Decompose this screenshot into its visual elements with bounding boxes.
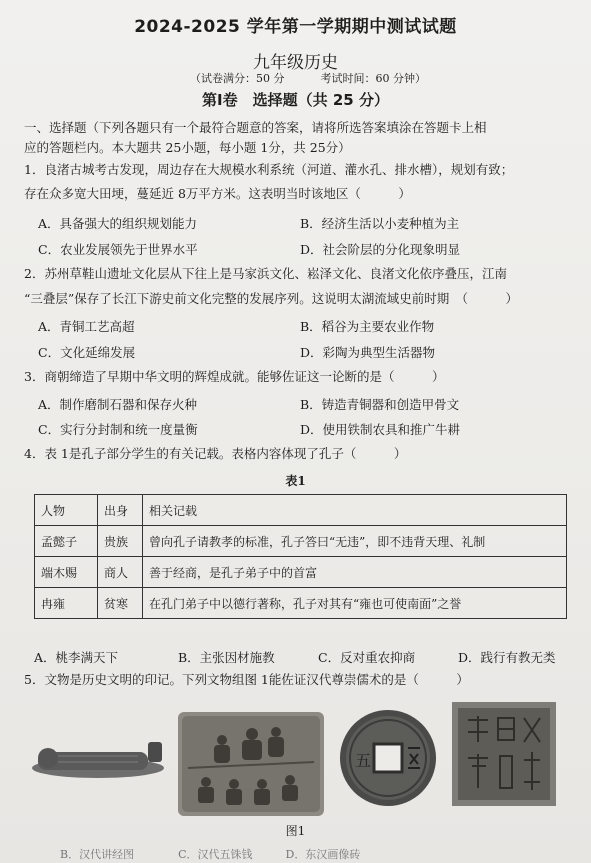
scripture-lecture-relief-image: [178, 712, 324, 816]
q2-option-d: D．彩陶为典型生活器物: [300, 345, 436, 360]
q1-option-d: D．社会阶层的分化现象明显: [300, 242, 461, 257]
table-cell: 商人: [98, 557, 143, 588]
score-info: （试卷满分：50 分: [190, 72, 285, 85]
han-portrait-brick-image: [452, 702, 556, 806]
table-row: [35, 588, 567, 619]
q3-stem: 3．商朝缔造了早期中华文明的辉煌成就。能够佐证这一论断的是（ ）: [24, 369, 445, 384]
table-cell: 冉雍: [35, 588, 98, 619]
q1-stem-2: 存在众多宽大田埂，蔓延近 8万平方米。这表明当时该地区（ ）: [24, 186, 411, 201]
table-header-cell: 出身: [98, 495, 143, 526]
exam-meta: [190, 70, 426, 86]
q3-option-b: B．铸造青铜器和创造甲骨文: [300, 397, 460, 412]
q2-option-a: A．青铜工艺高超: [38, 319, 135, 334]
q4-option-d: D．践行有教无类: [458, 650, 556, 665]
table-row: [35, 526, 567, 557]
exam-subject: 九年级历史: [253, 53, 338, 73]
intro-line-1: 一、选择题（下列各题只有一个最符合题意的答案，请将所选答案填涂在答题卡上相: [24, 120, 487, 135]
time-info: 考试时间：60 分钟）: [320, 72, 426, 85]
table-cell: 在孔门弟子中以德行著称，孔子对其有“雍也可使南面”之誉: [143, 588, 567, 619]
table-title: 表1: [285, 474, 306, 488]
jade-burial-suit-image: [28, 728, 168, 788]
table-header-row: [35, 495, 567, 526]
q1-option-c: C．农业发展领先于世界水平: [38, 242, 198, 257]
table-cell: 善于经商，是孔子弟子中的首富: [143, 557, 567, 588]
table-header-cell: 相关记载: [143, 495, 567, 526]
q4-stem: 4．表 1是孔子部分学生的有关记载。表格内容体现了孔子（ ）: [24, 446, 407, 461]
coin-char-left: 五: [355, 751, 372, 770]
q4-option-c: C．反对重农抑商: [318, 650, 416, 665]
q4-option-b: B．主张因材施教: [178, 650, 275, 665]
table-cell: 贵族: [98, 526, 143, 557]
table-cell: 曾向孔子请教孝的标准，孔子答曰“无违”，即不违背天理、礼制: [143, 526, 567, 557]
table-cell: 端木赐: [35, 557, 98, 588]
figure-caption: 图1: [285, 824, 306, 838]
table-header-cell: 人物: [35, 495, 98, 526]
q2-stem-2: “三叠层”保存了长江下游史前文化完整的发展序列。这说明太湖流域史前时期 （ ）: [24, 291, 519, 306]
table-cell: 孟懿子: [35, 526, 98, 557]
wuzhu-coin-image: [338, 704, 438, 812]
q2-option-c: C．文化延绵发展: [38, 345, 136, 360]
q2-stem-1: 2．苏州草鞋山遗址文化层从下往上是马家浜文化、崧泽文化、良渚文化依序叠压，江南: [24, 266, 507, 281]
q5-stem: 5．文物是历史文明的印记。下列文物组图 1能佐证汉代尊崇儒术的是（ ）: [24, 672, 469, 687]
q3-option-c: C．实行分封制和统一度量衡: [38, 422, 198, 437]
q4-option-a: A．桃李满天下: [34, 650, 119, 665]
q3-option-d: D．使用铁制农具和推广牛耕: [300, 422, 461, 437]
q1-option-b: B．经济生活以小麦种植为主: [300, 216, 460, 231]
q3-option-a: A．制作磨制石器和保存火种: [38, 397, 198, 412]
table-row: [35, 557, 567, 588]
q1-stem-1: 1．良渚古城考古发现，周边存在大规模水利系统（河道、灌水孔、排水槽），规划有致；: [24, 162, 514, 177]
intro-line-2: 应的答题栏内。本大题共 25小题，每小题 1分，共 25分）: [24, 140, 351, 155]
table-cell: 贫寒: [98, 588, 143, 619]
students-table: [34, 494, 567, 619]
q1-option-a: A．具备强大的组织规划能力: [38, 216, 198, 231]
q5-options-bottom: B．汉代讲经图 C．汉代五铢钱 D．东汉画像砖: [60, 848, 361, 861]
exam-title: 2024-2025 学年第一学期期中测试试题: [134, 17, 457, 37]
section-title: 第Ⅰ卷 选择题（共 25 分）: [202, 91, 389, 109]
q2-option-b: B．稻谷为主要农业作物: [300, 319, 435, 334]
